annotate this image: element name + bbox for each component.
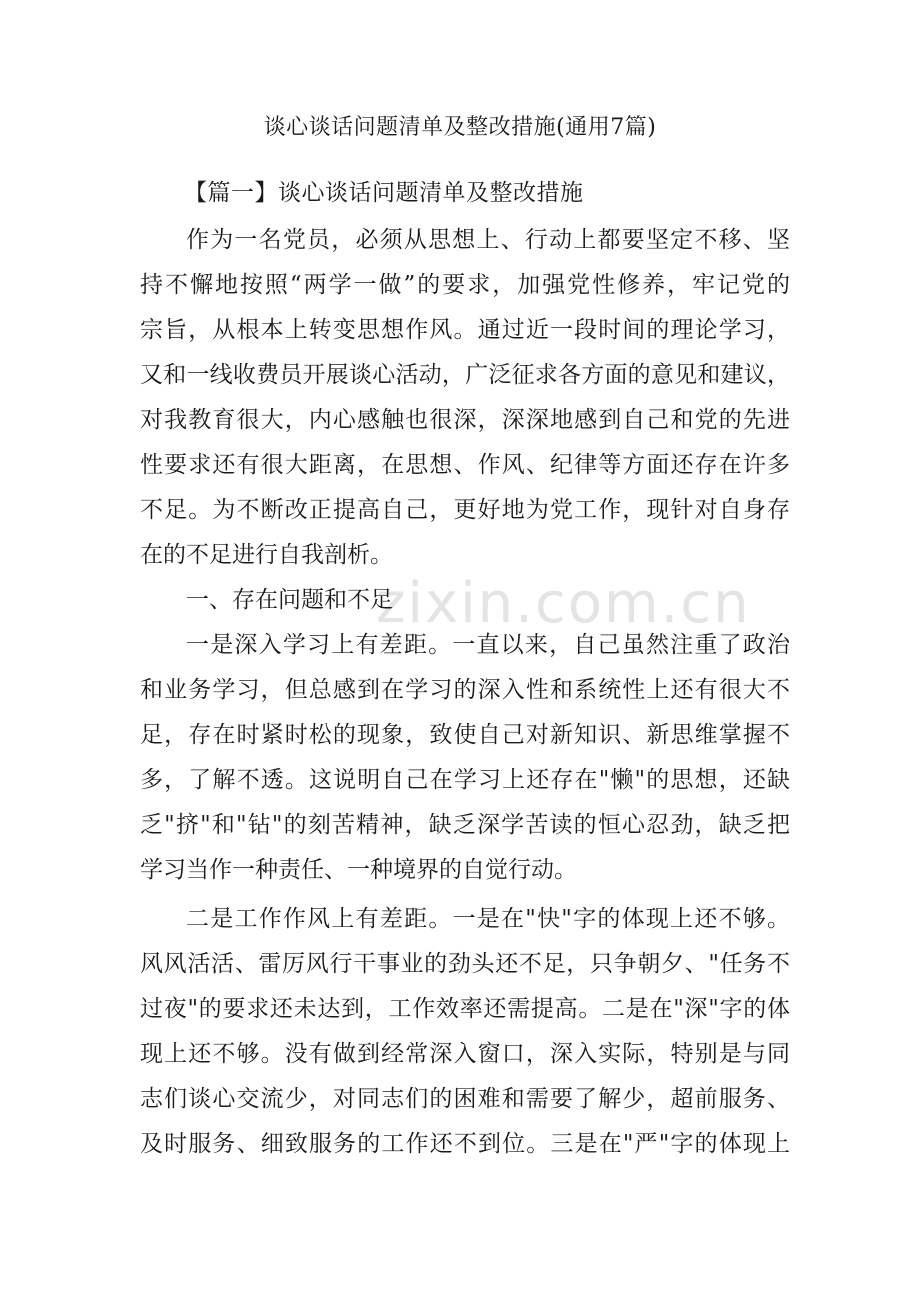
body-line: 作为一名党员，必须从思想上、行动上都要坚定不移、坚: [186, 227, 790, 253]
body-line: 在的不足进行自我剖析。: [140, 542, 393, 568]
body-line: 现上还不够。没有做到经常深入窗口，深入实际，特别是与同: [140, 1041, 790, 1067]
body-line: 风风活活、雷厉风行干事业的劲头还不足，只争朝夕、"任务不: [140, 951, 790, 977]
watermark-text: zixin.com.cn: [376, 571, 751, 636]
body-line: 宗旨，从根本上转变思想作风。通过近一段时间的理论学习，: [140, 317, 790, 343]
body-line: 过夜"的要求还未达到，工作效率还需提高。二是在"深"字的体: [140, 996, 790, 1022]
section-heading: 【篇一】谈心谈话问题清单及整改措施: [184, 180, 584, 206]
body-line: 多，了解不透。这说明自己在学习上还存在"懒"的思想，还缺: [140, 767, 790, 793]
body-line: 志们谈心交流少，对同志们的困难和需要了解少，超前服务、: [140, 1086, 790, 1112]
body-line: 不足。为不断改正提高自己，更好地为党工作，现针对自身存: [140, 497, 790, 523]
body-line: 学习当作一种责任、一种境界的自觉行动。: [140, 857, 577, 883]
body-line: 性要求还有很大距离，在思想、作风、纪律等方面还存在许多: [140, 452, 790, 478]
body-line: 和业务学习，但总感到在学习的深入性和系统性上还有很大不: [140, 677, 790, 703]
body-line: 持不懈地按照“两学一做”的要求，加强党性修养，牢记党的: [140, 272, 790, 298]
body-line: 足，存在时紧时松的现象，致使自己对新知识、新思维掌握不: [140, 722, 790, 748]
body-line: 对我教育很大，内心感触也很深，深深地感到自己和党的先进: [140, 407, 790, 433]
body-line: 乏"挤"和"钻"的刻苦精神，缺乏深学苦读的恒心忍劲，缺乏把: [140, 812, 790, 838]
body-line: 又和一线收费员开展谈心活动，广泛征求各方面的意见和建议，: [140, 362, 790, 388]
body-line: 二是工作作风上有差距。一是在"快"字的体现上还不够。: [186, 906, 790, 932]
subheading: 一、存在问题和不足: [186, 587, 393, 613]
body-line: 一是深入学习上有差距。一直以来，自己虽然注重了政治: [186, 632, 790, 658]
document-title: 谈心谈话问题清单及整改措施(通用7篇): [263, 115, 657, 140]
body-line: 及时服务、细致服务的工作还不到位。三是在"严"字的体现上: [140, 1131, 790, 1157]
